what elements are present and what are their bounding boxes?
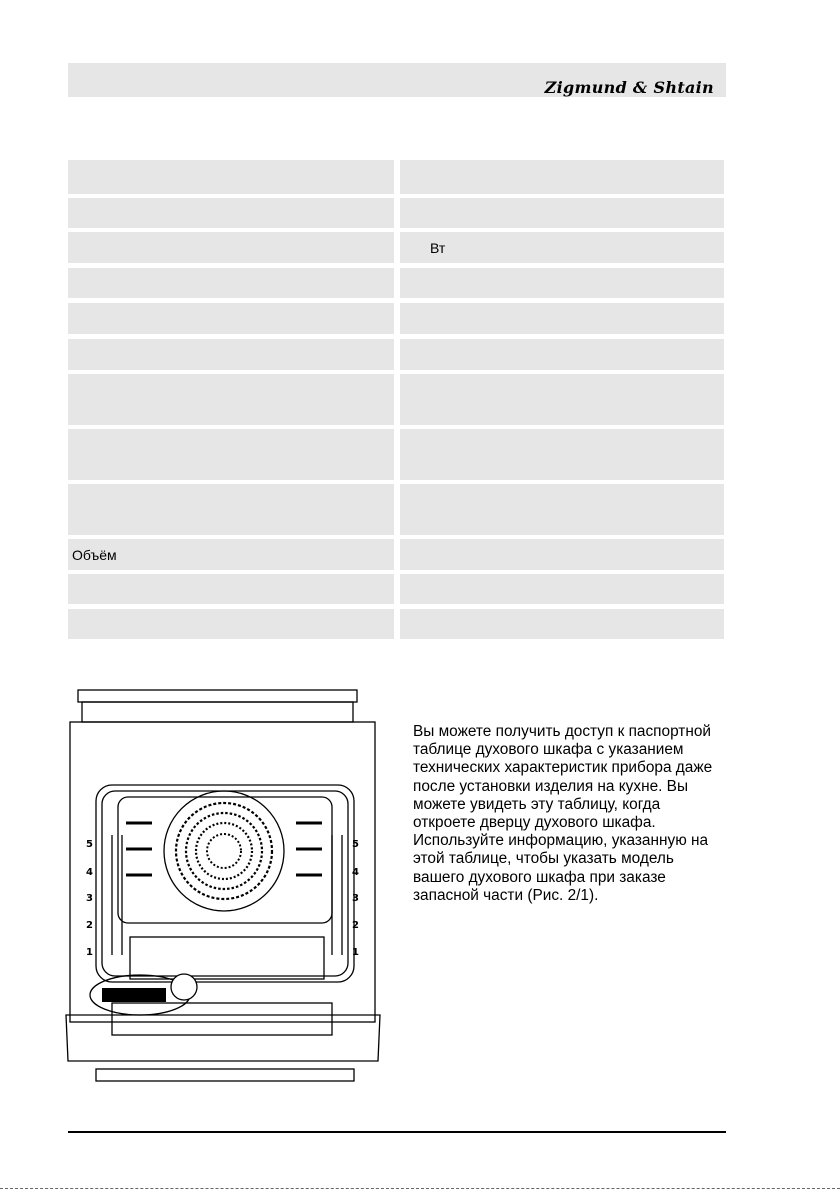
oven-fan-grille-mid [186,813,262,889]
spec-label-cell [68,484,394,535]
oven-base [96,1069,354,1081]
spec-row [68,429,724,480]
oven-cavity [96,785,354,982]
oven-fan-grille-outer [176,803,272,899]
shelf-level-left-1: 1 [86,947,93,958]
spec-label-cell [68,232,394,263]
spec-row [68,374,724,425]
spec-row [68,539,724,570]
oven-fan-hub-ring [207,834,241,868]
spec-value-cell [400,268,724,298]
oven-front-illustration [60,685,385,1087]
oven-door-window [112,1003,332,1035]
shelf-level-left-2: 2 [86,920,93,931]
spec-row [68,303,724,334]
rating-plate-info-paragraph: Вы можете получить доступ к паспортной таблице духового шкафа с указанием технических характеристик прибора даже после установки изделия на кухне. Вы можете увидеть эту таблицу, когда откроете дверцу духового шкафа. Используйте информацию, указанную на этой таблице, чтобы указать модель вашего духового шкафа при заказе запасной части (Рис. 2/1). [413,723,713,904]
spec-value-cell [400,303,724,334]
spec-label-cell [68,574,394,604]
spec-row [68,160,724,194]
spec-value-cell [400,484,724,535]
spec-label-cell [68,268,394,298]
rating-plate [102,988,166,1002]
callout-marker-1 [171,974,197,1000]
footer-divider [68,1131,726,1133]
oven-back-panel [118,797,332,923]
shelf-level-left-5: 5 [86,839,93,850]
oven-top-rail [82,702,353,722]
spec-label: Объём [72,546,117,563]
spec-value-cell [400,609,724,639]
spec-value-cell [400,339,724,370]
brand-logo: Zigmund & Shtain [544,78,714,97]
spec-label-cell [68,198,394,228]
spec-label-cell [68,339,394,370]
spec-row [68,609,724,639]
oven-top-plate [78,690,357,702]
oven-fan-grille-inner [196,823,252,879]
shelf-level-left-4: 4 [86,867,93,878]
shelf-level-right-1: 1 [352,947,359,958]
spec-label-cell [68,160,394,194]
shelf-level-right-5: 5 [352,839,359,850]
spec-value-cell [400,539,724,570]
spec-label-cell [68,429,394,480]
page-cut-line [0,1188,840,1190]
spec-row [68,268,724,298]
spec-row [68,232,724,263]
spec-row [68,339,724,370]
spec-label-cell [68,609,394,639]
spec-value-cell [400,232,724,263]
spec-value-cell [400,160,724,194]
spec-value-cell [400,574,724,604]
spec-row [68,484,724,535]
oven-lower-panel [130,937,324,979]
spec-label-cell [68,303,394,334]
shelf-level-right-4: 4 [352,867,359,878]
shelf-level-right-3: 3 [352,893,359,904]
shelf-level-left-3: 3 [86,893,93,904]
oven-cavity-inner [102,791,348,976]
spec-label-cell [68,374,394,425]
oven-side-vents [126,823,322,875]
shelf-level-right-2: 2 [352,920,359,931]
header-bar [68,63,726,97]
spec-value-cell [400,198,724,228]
spec-row [68,198,724,228]
spec-label-cell [68,539,394,570]
spec-row [68,574,724,604]
oven-fan-housing [164,791,284,911]
spec-value: Вт [430,239,446,256]
spec-value-cell [400,429,724,480]
spec-value-cell [400,374,724,425]
